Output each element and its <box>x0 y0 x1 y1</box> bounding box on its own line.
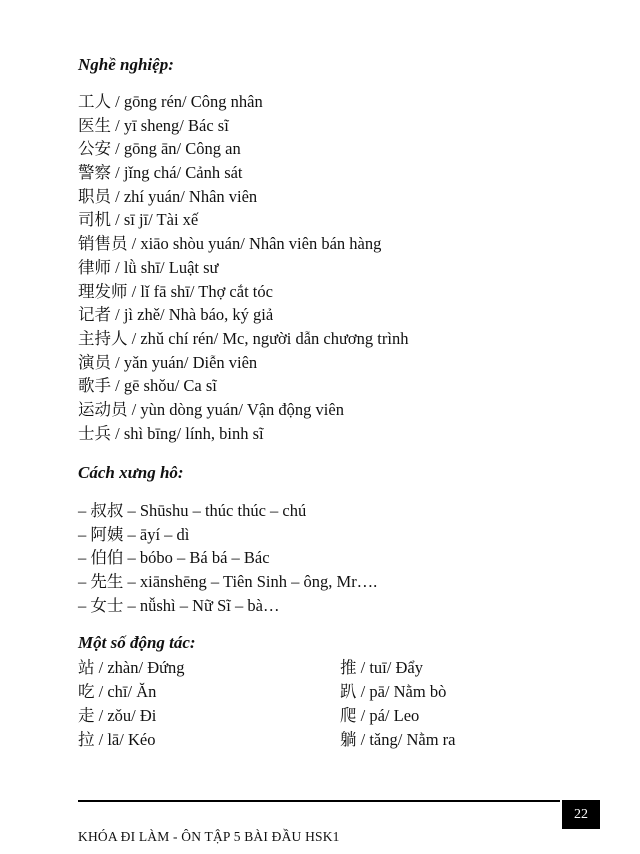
list-item: 职员 / zhí yuán/ Nhân viên <box>78 186 258 206</box>
addressing-list <box>78 499 377 617</box>
list-item: – 阿姨 – āyí – dì <box>78 524 190 544</box>
list-item: 爬 / pá/ Leo <box>340 706 420 725</box>
list-item: 走 / zǒu/ Đi <box>78 706 157 725</box>
list-item: 销售员 / xiāo shòu yuán/ Nhân viên bán hàng <box>78 234 382 254</box>
list-item: 工人 / gōng rén/ Công nhân <box>78 92 263 111</box>
list-item: 士兵 / shì bīng/ lính, binh sĩ <box>78 423 264 443</box>
list-item: 吃 / chī/ Ăn <box>78 682 157 701</box>
footer-divider <box>78 800 560 802</box>
list-item: – 先生 – xiānshēng – Tiên Sinh – ông, Mr…. <box>78 572 378 592</box>
list-item: 警察 / jǐng chá/ Cảnh sát <box>78 163 243 183</box>
list-item: 理发师 / lǐ fā shī/ Thợ cắt tóc <box>78 281 273 301</box>
list-item: 医生 / yī sheng/ Bác sĩ <box>78 115 229 135</box>
list-item: 躺 / tǎng/ Nằm ra <box>340 730 456 749</box>
list-item: 公安 / gōng ān/ Công an <box>78 139 241 159</box>
list-item: 运动员 / yùn dòng yuán/ Vận động viên <box>78 399 344 419</box>
list-item: 站 / zhàn/ Đứng <box>78 658 185 677</box>
professions-heading: Nghề nghiệp: <box>78 55 174 74</box>
list-item: 司机 / sī jī/ Tài xế <box>78 210 199 230</box>
footer-title: KHÓA ĐI LÀM - ÔN TẬP 5 BÀI ĐẦU HSK1 <box>78 829 340 844</box>
list-item: 推 / tuī/ Đẩy <box>340 658 423 677</box>
list-item: 歌手 / gē shǒu/ Ca sĩ <box>78 376 217 396</box>
list-item: 主持人 / zhǔ chí rén/ Mc, người dẫn chương trình <box>78 328 409 348</box>
list-item: – 女士 – nǚshì – Nữ Sĩ – bà… <box>78 595 280 615</box>
page-number-badge: 22 <box>562 800 600 829</box>
professions-list <box>78 90 408 445</box>
list-item: 趴 / pā/ Nằm bò <box>340 682 447 701</box>
actions-list-right <box>340 656 455 752</box>
list-item: – 叔叔 – Shūshu – thúc thúc – chú <box>78 501 307 520</box>
list-item: 记者 / jì zhě/ Nhà báo, ký giả <box>78 305 274 325</box>
actions-list-left <box>78 656 185 752</box>
list-item: – 伯伯 – bóbo – Bá bá – Bác <box>78 548 270 568</box>
addressing-heading: Cách xưng hô: <box>78 463 184 482</box>
list-item: 拉 / lā/ Kéo <box>78 730 156 749</box>
list-item: 律师 / lǜ shī/ Luật sư <box>78 257 219 277</box>
list-item: 演员 / yǎn yuán/ Diễn viên <box>78 352 258 372</box>
actions-heading: Một số động tác: <box>78 633 196 652</box>
